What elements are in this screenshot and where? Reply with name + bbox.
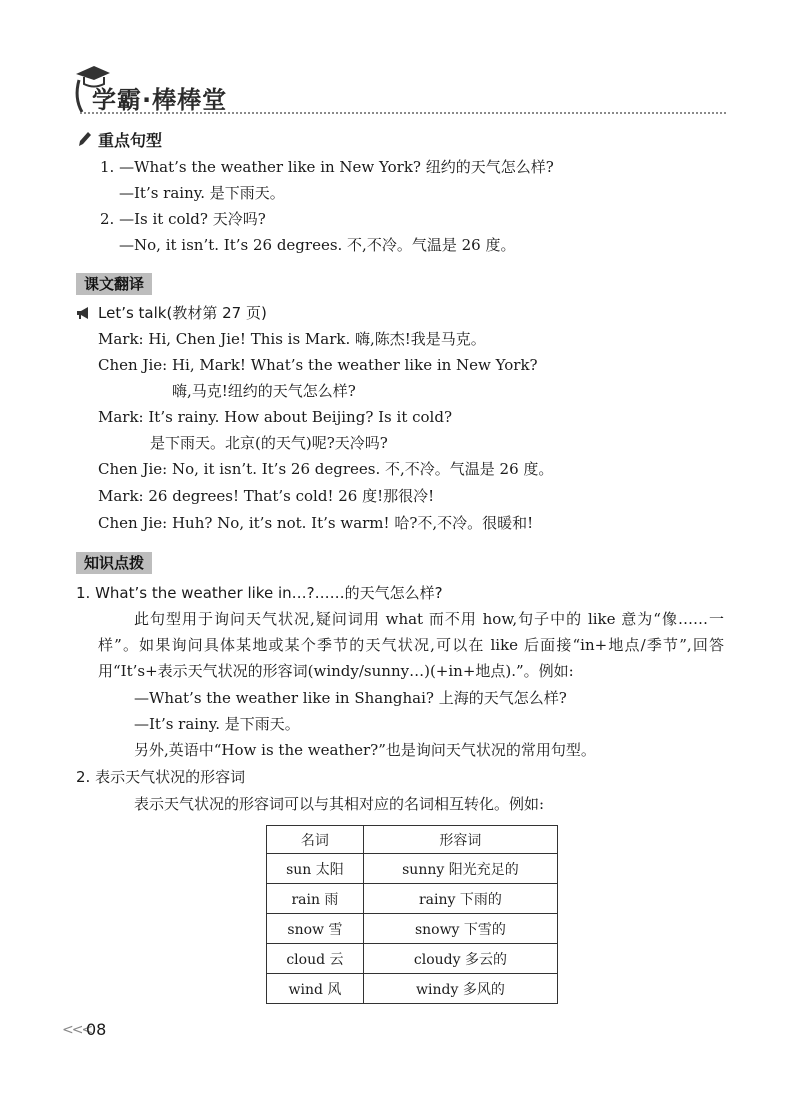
page-arrows-icon: <<< bbox=[62, 1022, 92, 1038]
dialogue-line: Mark: It’s rainy. How about Beijing? Is it cold? bbox=[98, 408, 452, 426]
point-1-title: 1. What’s the weather like in…?……的天气怎么样? bbox=[76, 584, 443, 602]
noun-cell: wind 风 bbox=[267, 974, 364, 1004]
dialogue-line: 是下雨天。北京(的天气)呢?天冷吗? bbox=[150, 434, 388, 452]
column-header: 名词 bbox=[267, 826, 364, 854]
dialogue-line: Chen Jie: Hi, Mark! What’s the weather like in New York? bbox=[98, 356, 538, 374]
noun-adjective-table bbox=[266, 825, 558, 1004]
brand-header bbox=[72, 60, 322, 116]
adjective-cell: rainy 下雨的 bbox=[363, 884, 557, 914]
adjective-cell: windy 多风的 bbox=[363, 974, 557, 1004]
point-1-example: —It’s rainy. 是下雨天。 bbox=[134, 715, 300, 733]
point-2-title: 2. 表示天气状况的形容词 bbox=[76, 768, 246, 786]
noun-cell: sun 太阳 bbox=[267, 854, 364, 884]
noun-cell: rain 雨 bbox=[267, 884, 364, 914]
brand-title: 学霸·棒棒堂 bbox=[92, 86, 228, 114]
table-header-row bbox=[267, 826, 558, 854]
column-header: 形容词 bbox=[363, 826, 557, 854]
header-divider bbox=[80, 112, 726, 114]
dialogue-line: Chen Jie: No, it isn’t. It’s 26 degrees. 不,不冷。气温是 26 度。 bbox=[98, 460, 554, 478]
noun-cell: snow 雪 bbox=[267, 914, 364, 944]
dialogue-line: Chen Jie: Huh? No, it’s not. It’s warm! 哈?不,不冷。很暖和! bbox=[98, 514, 534, 532]
point-1-example: —What’s the weather like in Shanghai? 上海的天气怎么样? bbox=[134, 689, 567, 707]
megaphone-icon bbox=[76, 306, 92, 320]
adjective-cell: snowy 下雪的 bbox=[363, 914, 557, 944]
key-sentence-line: 2. —Is it cold? 天冷吗? bbox=[100, 210, 266, 228]
knowledge-tag: 知识点拨 bbox=[76, 552, 152, 574]
point-2-paragraph: 表示天气状况的形容词可以与其相对应的名词相互转化。例如: bbox=[134, 795, 545, 813]
dialogue-line: Mark: Hi, Chen Jie! This is Mark. 嗨,陈杰!我是马克。 bbox=[98, 330, 486, 348]
table-row bbox=[267, 944, 558, 974]
key-sentence-line: —No, it isn’t. It’s 26 degrees. 不,不冷。气温是 26 度。 bbox=[119, 236, 516, 254]
pencil-icon bbox=[76, 130, 92, 148]
adjective-cell: sunny 阳光充足的 bbox=[363, 854, 557, 884]
table-row bbox=[267, 854, 558, 884]
adjective-cell: cloudy 多云的 bbox=[363, 944, 557, 974]
table-row bbox=[267, 974, 558, 1004]
dialogue-line: 嗨,马克!纽约的天气怎么样? bbox=[172, 382, 356, 400]
page-number: 08 bbox=[86, 1020, 107, 1039]
table-row bbox=[267, 884, 558, 914]
key-sentence-line: 1. —What’s the weather like in New York? 纽约的天气怎么样? bbox=[100, 158, 554, 176]
dialogue-line: Mark: 26 degrees! That’s cold! 26 度!那很冷! bbox=[98, 487, 435, 505]
table-row bbox=[267, 914, 558, 944]
key-sentences-title: 重点句型 bbox=[98, 131, 163, 150]
noun-cell: cloud 云 bbox=[267, 944, 364, 974]
point-1-paragraph: 此句型用于询问天气状况,疑问词用 what 而不用 how,句子中的 like 意为“像……一样”。如果询问具体某地或某个季节的天气状况,可以在 like 后面接“in+地点/季节”,回答用“It’s+表示天气状况的形容词(windy/sunny…)(+in+地点).”。例如: bbox=[98, 610, 724, 680]
key-sentence-line: —It’s rainy. 是下雨天。 bbox=[119, 184, 285, 202]
point-1-note: 另外,英语中“How is the weather?”也是询问天气状况的常用句型。 bbox=[134, 741, 596, 759]
translation-subtitle: Let’s talk(教材第 27 页) bbox=[98, 304, 267, 322]
translation-tag: 课文翻译 bbox=[76, 273, 152, 295]
